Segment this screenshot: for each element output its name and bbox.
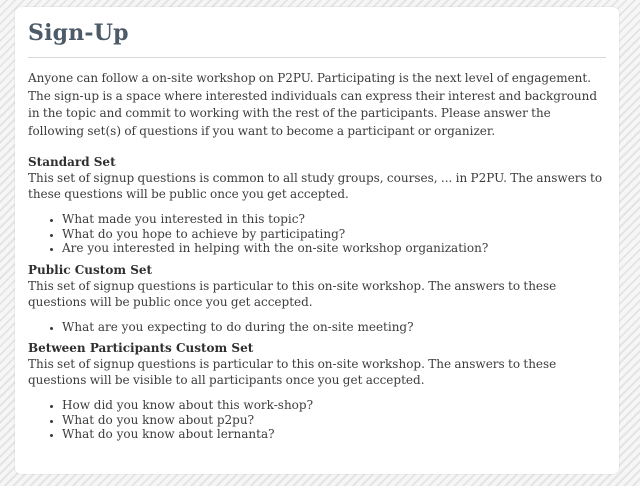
question-item: • What do you hope to achieve by participating? <box>62 227 606 242</box>
set-title: Standard Set <box>28 155 116 169</box>
set-description: This set of signup questions is particular to this on-site workshop. The answers to these questions will be visible to all participants once you get accepted. <box>28 357 557 387</box>
title-divider <box>28 57 606 58</box>
set-description: This set of signup questions is common to all study groups, courses, ... in P2PU. The answers to these questions will be public once you get accepted. <box>28 171 603 201</box>
question-list <box>28 320 606 335</box>
intro-paragraph: Anyone can follow a on-site workshop on P2PU. Participating is the next level of engagement. The sign-up is a space where interested individuals can express their interest and background in the topic and commit to working with the rest of the participants. Please answer the following set(s) of questions if you want to become a participant or organizer. <box>28 71 598 138</box>
page-title: Sign-Up <box>28 20 129 46</box>
question-item: • What are you expecting to do during the on-site meeting? <box>62 320 606 335</box>
set-between-participants-custom <box>28 340 606 442</box>
question-list <box>28 212 606 256</box>
set-title: Public Custom Set <box>28 262 153 277</box>
set-description: This set of signup questions is particular to this on-site workshop. The answers to these questions will be public once you get accepted. <box>28 278 557 309</box>
set-title: Between Participants Custom Set <box>28 341 254 355</box>
signup-panel <box>15 7 619 474</box>
question-list <box>28 398 606 442</box>
question-item: • What do you know about p2pu? <box>62 413 606 428</box>
question-item: • Are you interested in helping with the on-site workshop organization? <box>62 241 606 256</box>
question-item: • How did you know about this work-shop? <box>62 398 606 413</box>
set-standard <box>28 154 606 256</box>
question-item: • What do you know about lernanta? <box>62 427 606 442</box>
set-public-custom <box>28 262 606 335</box>
question-item: • What made you interested in this topic? <box>62 212 606 227</box>
